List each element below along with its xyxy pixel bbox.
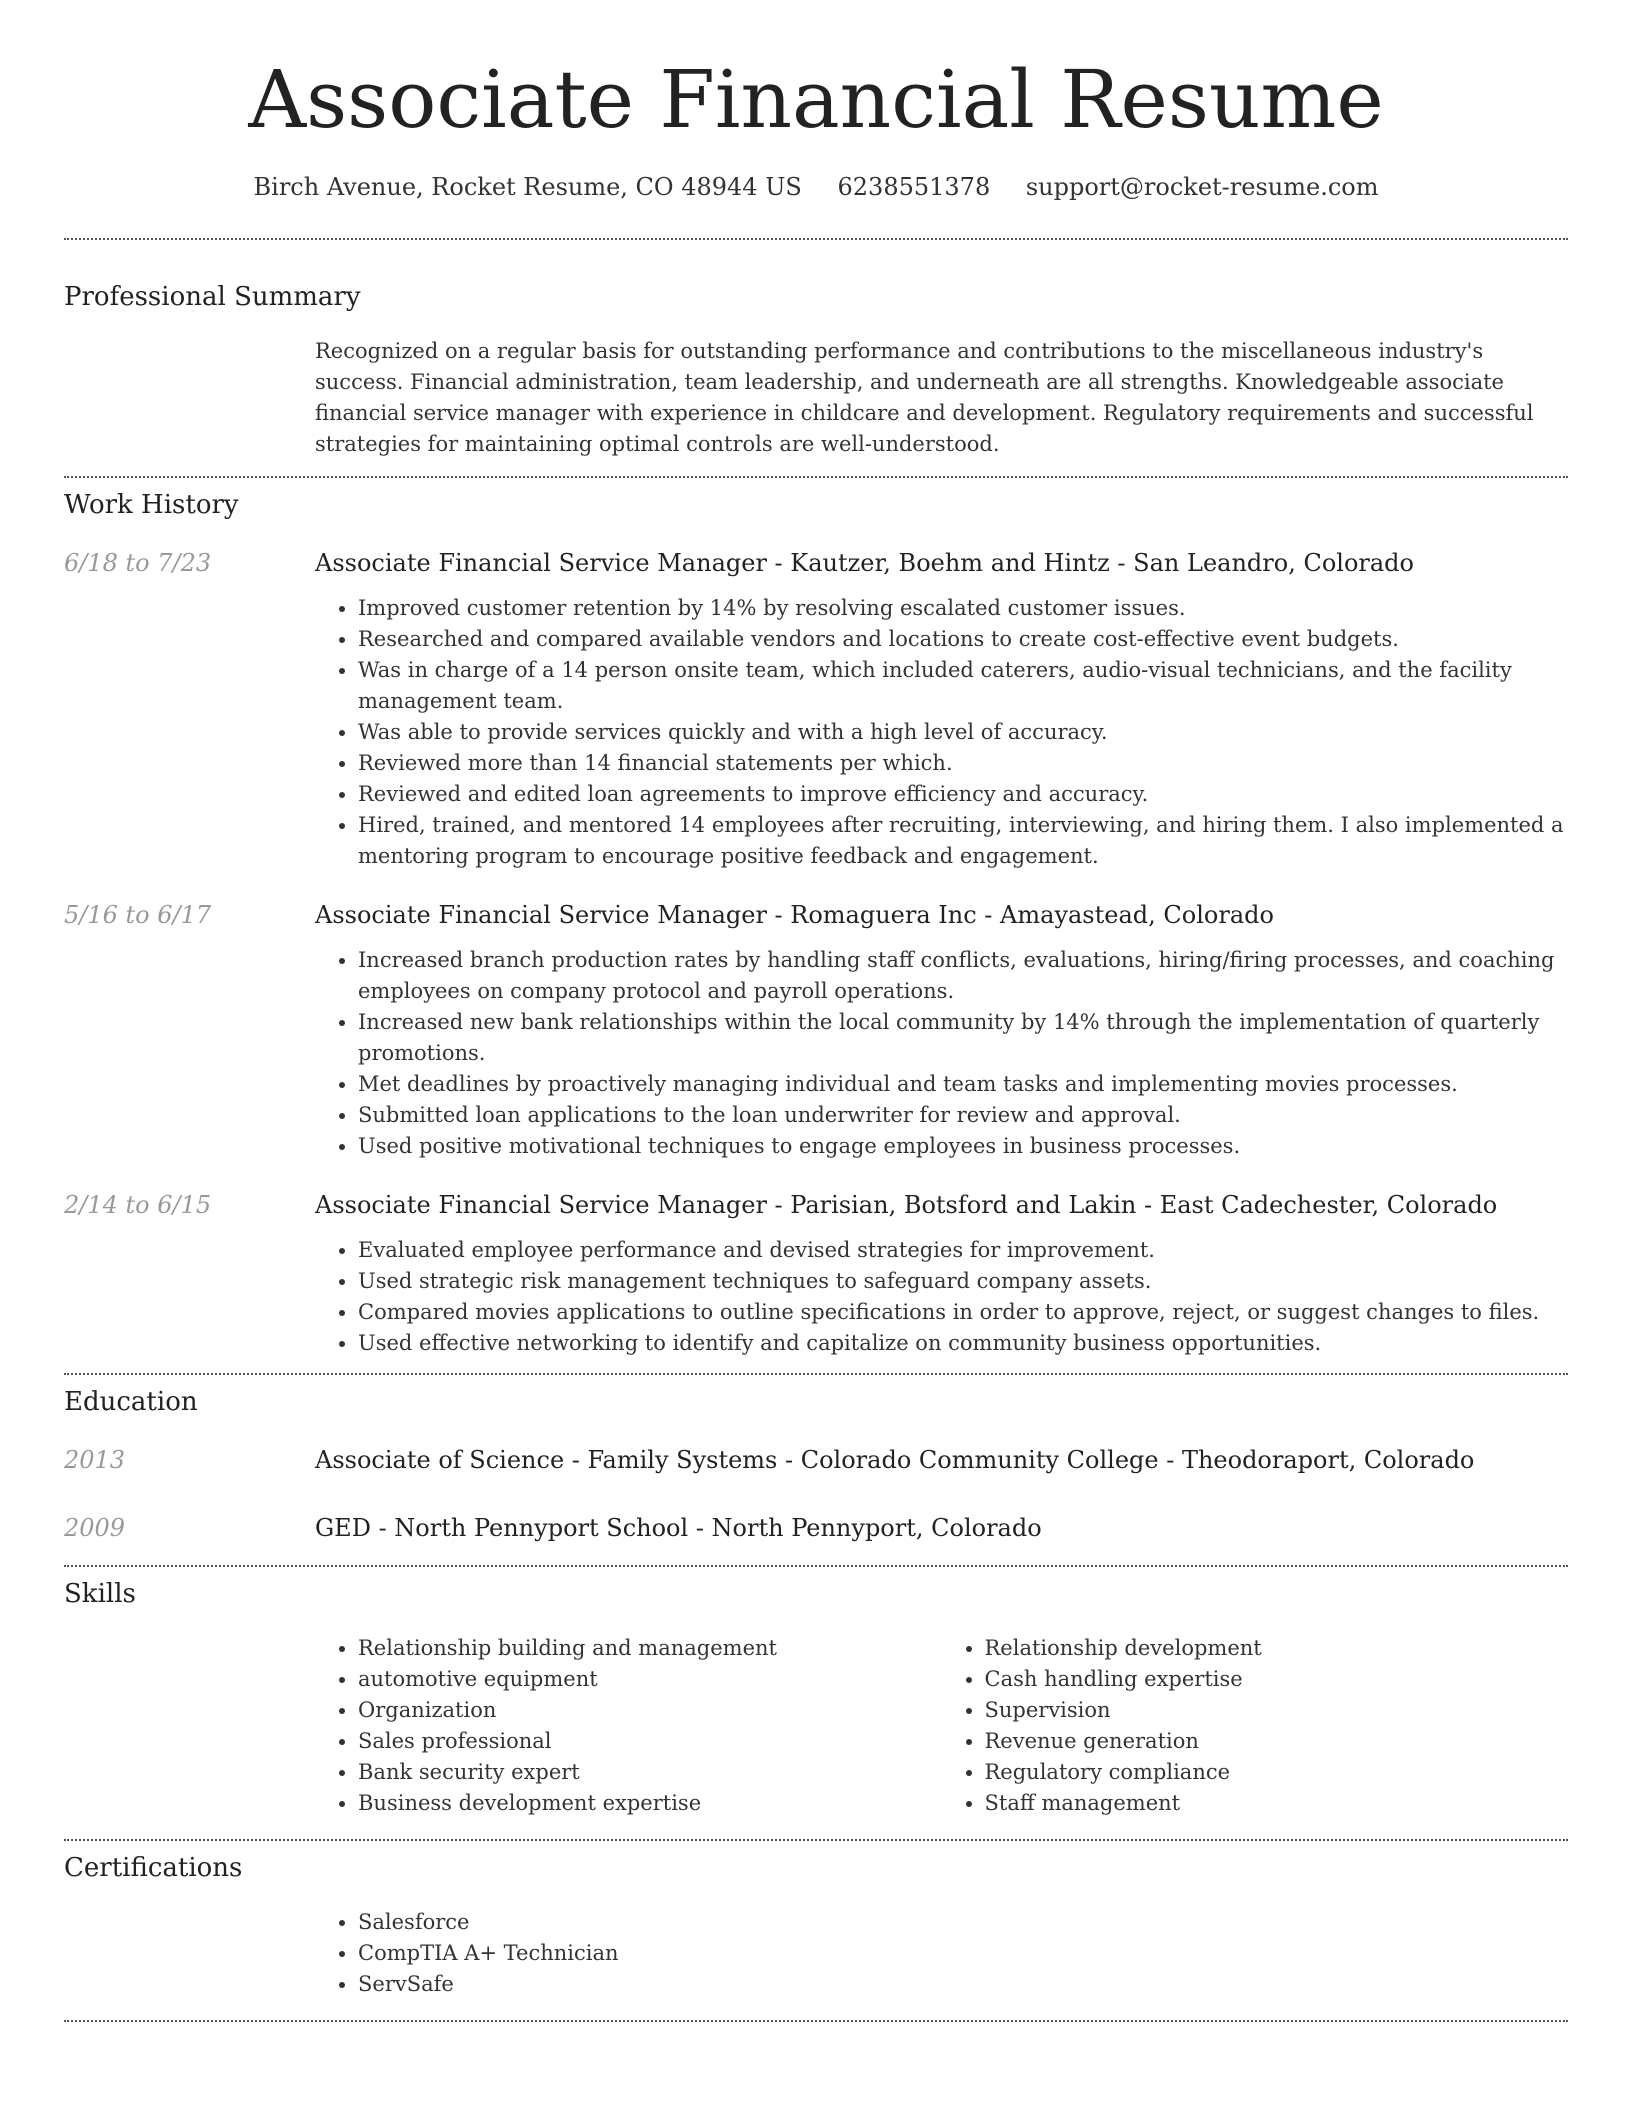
list-item: • Cash handling expertise xyxy=(985,1664,1569,1695)
list-item: • Salesforce xyxy=(358,1907,1568,1938)
education-text: Associate of Science - Family Systems - Colorado Community College - Theodoraport, Colorado xyxy=(315,1446,1475,1474)
contact-email: support@rocket-resume.com xyxy=(1025,173,1379,201)
list-item: • Compared movies applications to outline specifications in order to approve, reject, or suggest changes to files. xyxy=(358,1297,1568,1328)
contact-phone: 6238551378 xyxy=(837,173,991,201)
work-history-section xyxy=(64,478,1568,1373)
education-entry xyxy=(64,1511,1568,1545)
job-dates: 2/14 to 6/15 xyxy=(64,1191,212,1219)
list-item: • Used positive motivational techniques to engage employees in business processes. xyxy=(358,1131,1568,1162)
job-bullets xyxy=(315,945,1568,1162)
list-item: • Supervision xyxy=(985,1695,1569,1726)
job-dates: 6/18 to 7/23 xyxy=(64,549,212,577)
work-history-heading: Work History xyxy=(64,490,239,520)
skills-list-right xyxy=(942,1633,1569,1819)
job-bullets xyxy=(315,593,1568,872)
list-item: • Reviewed more than 14 financial statements per which. xyxy=(358,748,1568,779)
job-title: Associate Financial Service Manager - Romaguera Inc - Amayastead, Colorado xyxy=(315,901,1274,929)
list-item: • Sales professional xyxy=(358,1726,942,1757)
summary-heading: Professional Summary xyxy=(64,282,361,312)
contact-line xyxy=(64,170,1568,204)
section-divider xyxy=(64,2020,1568,2022)
list-item: • automotive equipment xyxy=(358,1664,942,1695)
certifications-heading: Certifications xyxy=(64,1853,243,1883)
education-text: GED - North Pennyport School - North Pennyport, Colorado xyxy=(315,1514,1042,1542)
list-item: • Was able to provide services quickly and with a high level of accuracy. xyxy=(358,717,1568,748)
job-entry xyxy=(64,1188,1568,1373)
list-item: • Increased new bank relationships within the local community by 14% through the implementation of quarterly promotions. xyxy=(358,1007,1568,1069)
list-item: • Used strategic risk management techniques to safeguard company assets. xyxy=(358,1266,1568,1297)
education-entry xyxy=(64,1443,1568,1477)
job-title: Associate Financial Service Manager - Parisian, Botsford and Lakin - East Cadechester, Colorado xyxy=(315,1191,1498,1219)
job-dates: 5/16 to 6/17 xyxy=(64,901,212,929)
list-item: • Used effective networking to identify and capitalize on community business opportunities. xyxy=(358,1328,1568,1359)
list-item: • ServSafe xyxy=(358,1969,1568,2000)
list-item: • Relationship development xyxy=(985,1633,1569,1664)
list-item: • Revenue generation xyxy=(985,1726,1569,1757)
education-heading: Education xyxy=(64,1387,198,1417)
skills-list-left xyxy=(315,1633,942,1819)
education-section xyxy=(64,1375,1568,1565)
summary-section xyxy=(64,240,1568,476)
skills-section xyxy=(64,1567,1568,1839)
job-title: Associate Financial Service Manager - Kautzer, Boehm and Hintz - San Leandro, Colorado xyxy=(315,549,1414,577)
list-item: • Staff management xyxy=(985,1788,1569,1819)
list-item: • CompTIA A+ Technician xyxy=(358,1938,1568,1969)
certifications-list xyxy=(315,1907,1568,2000)
certifications-section xyxy=(64,1841,1568,2020)
job-entry xyxy=(64,546,1568,872)
list-item: • Business development expertise xyxy=(358,1788,942,1819)
education-year: 2013 xyxy=(64,1446,126,1474)
list-item: • Hired, trained, and mentored 14 employees after recruiting, interviewing, and hiring them. I also implemented a mentoring program to encourage positive feedback and engagement. xyxy=(358,810,1568,872)
resume-title: Associate Financial Resume xyxy=(248,53,1384,146)
list-item: • Improved customer retention by 14% by resolving escalated customer issues. xyxy=(358,593,1568,624)
resume-page xyxy=(64,0,1568,2022)
list-item: • Increased branch production rates by handling staff conflicts, evaluations, hiring/firing processes, and coaching employees on company protocol and payroll operations. xyxy=(358,945,1568,1007)
list-item: • Researched and compared available vendors and locations to create cost-effective event budgets. xyxy=(358,624,1568,655)
list-item: • Was in charge of a 14 person onsite team, which included caterers, audio-visual technicians, and the facility management team. xyxy=(358,655,1568,717)
job-bullets xyxy=(315,1235,1568,1359)
skills-heading: Skills xyxy=(64,1579,136,1609)
education-year: 2009 xyxy=(64,1514,126,1542)
list-item: • Relationship building and management xyxy=(358,1633,942,1664)
list-item: • Met deadlines by proactively managing individual and team tasks and implementing movies processes. xyxy=(358,1069,1568,1100)
list-item: • Evaluated employee performance and devised strategies for improvement. xyxy=(358,1235,1568,1266)
list-item: • Reviewed and edited loan agreements to improve efficiency and accuracy. xyxy=(358,779,1568,810)
list-item: • Bank security expert xyxy=(358,1757,942,1788)
list-item: • Submitted loan applications to the loan underwriter for review and approval. xyxy=(358,1100,1568,1131)
contact-address: Birch Avenue, Rocket Resume, CO 48944 US xyxy=(253,173,802,201)
list-item: • Organization xyxy=(358,1695,942,1726)
list-item: • Regulatory compliance xyxy=(985,1757,1569,1788)
job-entry xyxy=(64,898,1568,1162)
summary-text: Recognized on a regular basis for outstanding performance and contributions to the miscellaneous industry's success. Financial administration, team leadership, and underneath are all strengths. Knowledgeable associate financial service manager with experience in childcare and development. Regulatory requirements and successful strategies for maintaining optimal controls are well-understood. xyxy=(315,339,1534,456)
